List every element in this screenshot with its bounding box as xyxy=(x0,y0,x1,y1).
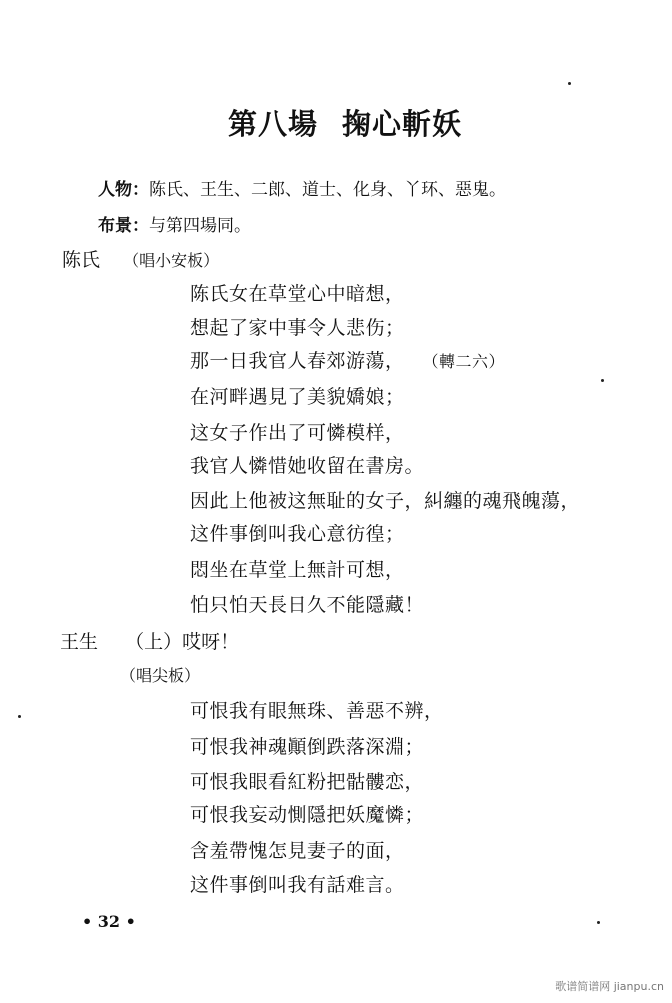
print-speck xyxy=(568,82,571,85)
tune-note: （唱小安板） xyxy=(123,251,220,270)
tune-note: （唱尖板） xyxy=(120,666,201,685)
verse-line-text: 那一日我官人春郊游蕩， xyxy=(190,350,405,372)
print-speck xyxy=(601,379,604,382)
cast-list xyxy=(98,175,506,200)
verse-line: 这女子作出了可憐模样， xyxy=(190,422,405,444)
verse-line: 这件事倒叫我有話难言。 xyxy=(190,874,405,896)
page-number: • 32 • xyxy=(82,912,136,931)
verse-line: 可恨我眼看紅粉把骷髏恋， xyxy=(190,771,425,793)
verse-line: 悶坐在草堂上無計可想， xyxy=(190,559,405,581)
scene-title xyxy=(228,102,462,143)
verse-line: 可恨我神魂顚倒跌落深淵； xyxy=(190,736,425,758)
verse-line: 因此上他被这無耻的女子，糾纏的魂飛魄蕩， xyxy=(190,490,581,512)
verse-line: 可恨我有眼無珠、善惡不辨， xyxy=(190,700,444,722)
stage-action: （上）哎呀！ xyxy=(125,631,240,653)
speaker-name: 陈氏 xyxy=(62,249,101,271)
setting-text: 与第四場同。 xyxy=(149,216,251,236)
setting-line xyxy=(98,211,251,236)
speaker-name: 王生 xyxy=(60,631,99,653)
scene-number: 第八場 xyxy=(228,107,319,141)
verse-line: 我官人憐惜她收留在書房。 xyxy=(190,455,425,477)
verse-line: 这件事倒叫我心意彷徨； xyxy=(190,523,405,545)
verse-line: 可恨我妄动惻隱把妖魔憐； xyxy=(190,804,425,826)
verse-line: 陈氏女在草堂心中暗想， xyxy=(190,283,405,305)
verse-line: 怕只怕天長日久不能隱藏！ xyxy=(190,594,425,616)
speaker-heading-chenshi xyxy=(62,245,219,272)
verse-line: 想起了家中事令人悲伤； xyxy=(190,317,405,339)
cast-names: 陈氏、王生、二郎、道士、化身、丫环、惡鬼。 xyxy=(149,180,506,200)
print-speck xyxy=(597,921,600,924)
print-speck xyxy=(18,715,21,718)
scene-name: 掬心斬妖 xyxy=(342,107,463,141)
tune-change-note: （轉二六） xyxy=(430,352,506,371)
verse-line: 在河畔遇見了美貌嬌娘； xyxy=(190,386,405,408)
setting-label: 布景： xyxy=(98,216,149,236)
watermark: 歌谱简谱网 jianpu.cn xyxy=(555,980,664,993)
verse-line: 含羞帶愧怎見妻子的面， xyxy=(190,840,405,862)
verse-line xyxy=(190,346,505,373)
cast-label: 人物： xyxy=(98,180,149,200)
speaker-heading-wangsheng xyxy=(60,627,239,654)
